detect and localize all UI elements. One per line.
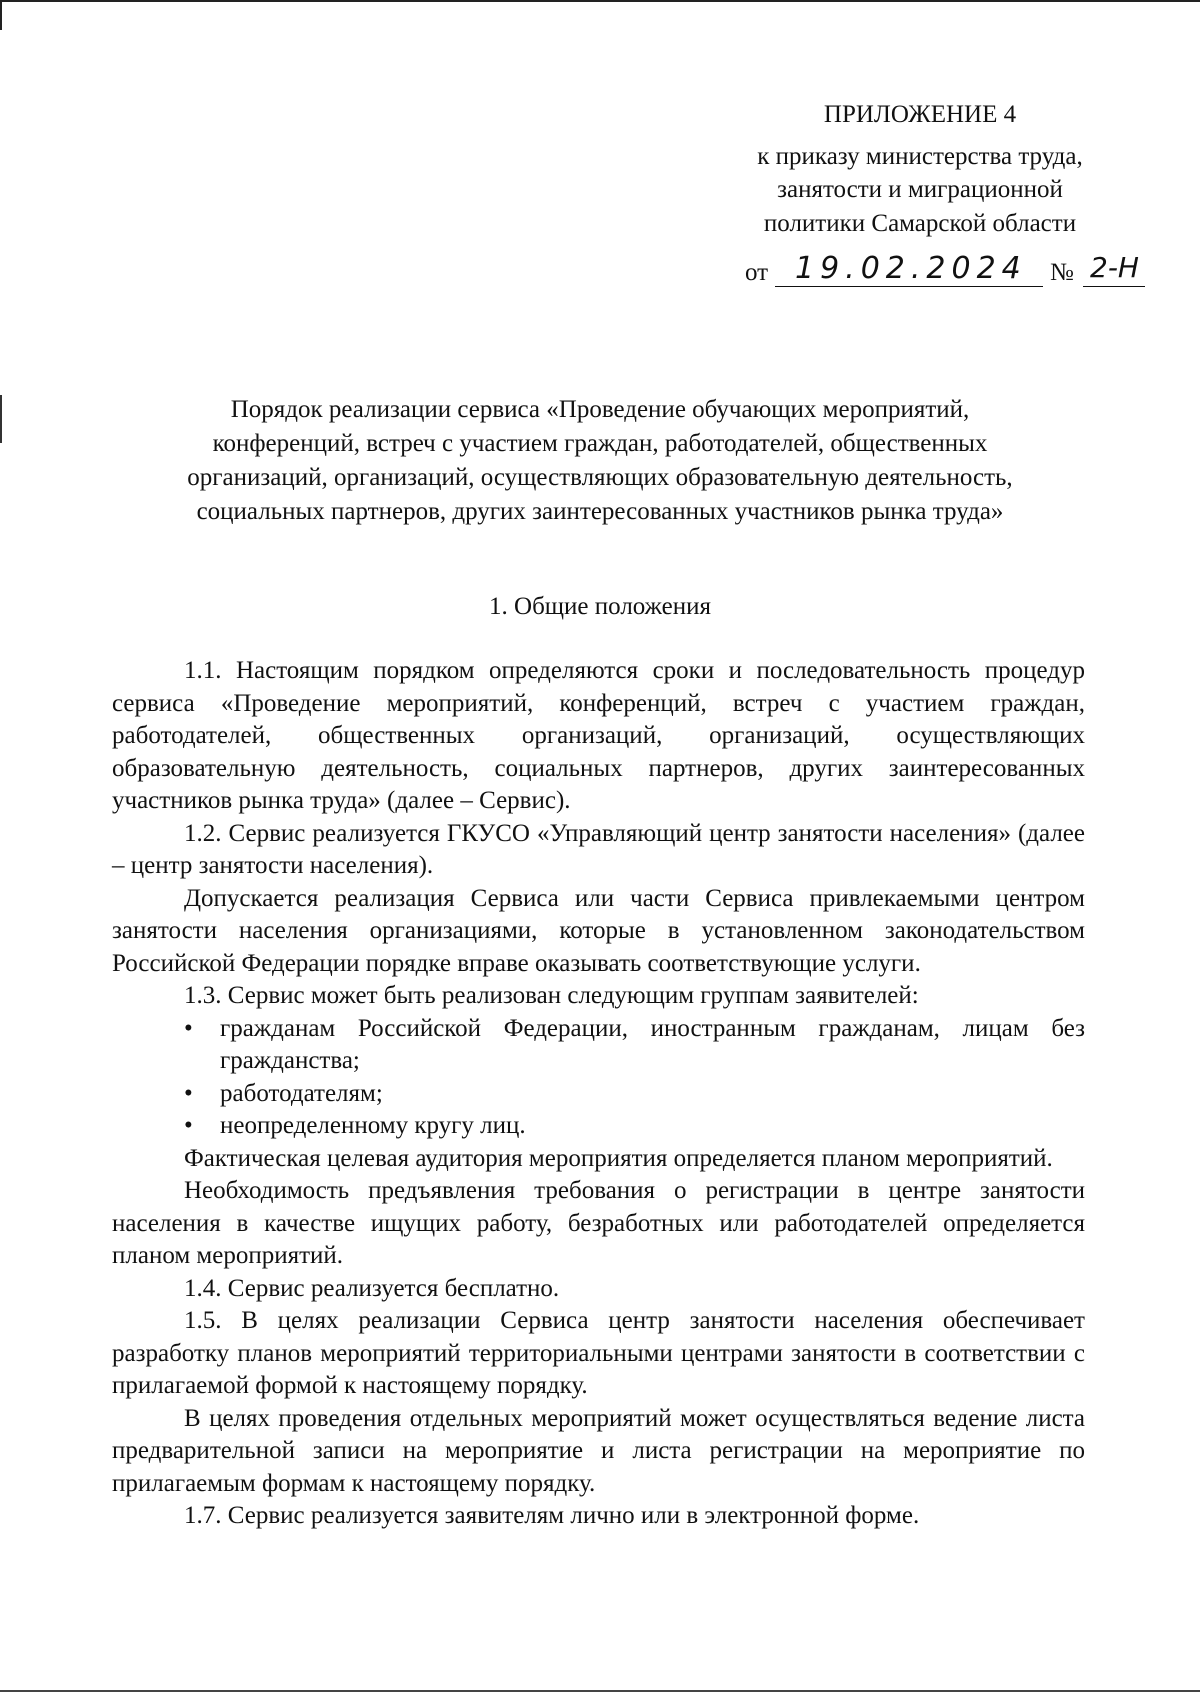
document-title: [110, 393, 1090, 529]
bullet-icon: •: [184, 1014, 193, 1042]
bullet-icon: •: [184, 1112, 193, 1139]
order-date-number-line: [745, 253, 1145, 293]
date-prefix: от: [745, 259, 769, 286]
list-item-text: работодателям;: [220, 1079, 383, 1107]
number-prefix: №: [1050, 259, 1074, 286]
applicant-groups-list: [112, 1013, 1085, 1143]
title-line: организаций, организаций, осуществляющих образовательную деятельность,: [187, 464, 1013, 491]
paragraph-allowance: Допускается реализация Сервиса или части Сервиса привлекаемыми центром занятости населения организациями, которые в установленном законодательством Российской Федерации порядке вправе оказывать соответствующие услуги.: [112, 884, 1085, 977]
document-body: [112, 655, 1085, 1533]
attachment-title: ПРИЛОЖЕНИЕ 4: [823, 101, 1017, 128]
paragraph-1-1: 1.1. Настоящим порядком определяются сроки и последовательность процедур сервиса «Проведение мероприятий, конференций, встреч с участием граждан, работодателей, общественных организаций, организаций, осуществляющих образовательную деятельность, социальных партнеров, других заинтересованных участников рынка труда» (далее – Сервис).: [112, 657, 1085, 814]
attachment-order-line-2: занятости и миграционной: [777, 176, 1063, 203]
handwritten-date: 19.02.2024: [795, 251, 1027, 286]
scan-border-left: [0, 0, 2, 30]
scan-mark-left: [0, 395, 2, 443]
bullet-icon: •: [184, 1079, 193, 1107]
scan-border-top: [0, 0, 1200, 2]
section-heading: 1. Общие положения: [489, 593, 711, 620]
list-item-text: неопределенному кругу лиц.: [220, 1112, 526, 1139]
list-item: [112, 1078, 1085, 1111]
title-line: конференций, встреч с участием граждан, работодателей, общественных: [212, 430, 988, 457]
paragraph-1-3: 1.3. Сервис может быть реализован следующим группам заявителей:: [184, 982, 919, 1009]
paragraph-1-7: 1.7. Сервис реализуется заявителям лично или в электронной форме.: [184, 1502, 920, 1529]
title-line: социальных партнеров, других заинтересованных участников рынка труда»: [196, 498, 1004, 525]
paragraph-audience: Фактическая целевая аудитория мероприятия определяется планом мероприятий.: [184, 1144, 1053, 1172]
paragraph-1-4: 1.4. Сервис реализуется бесплатно.: [184, 1274, 560, 1302]
handwritten-number: 2-Н: [1090, 251, 1139, 284]
attachment-order-line-1: к приказу министерства труда,: [757, 143, 1083, 170]
number-underline: [1083, 286, 1145, 287]
paragraph-1-2: 1.2. Сервис реализуется ГКУСО «Управляющий центр занятости населения» (далее – центр занятости населения).: [112, 819, 1085, 879]
list-item: [112, 1013, 1085, 1078]
list-item: [112, 1110, 1085, 1143]
date-underline: [775, 286, 1043, 287]
title-line: Порядок реализации сервиса «Проведение обучающих мероприятий,: [230, 396, 970, 423]
list-item-text: гражданам Российской Федерации, иностранным гражданам, лицам без гражданства;: [220, 1014, 1085, 1074]
paragraph-pre-registration: В целях проведения отдельных мероприятий может осуществляться ведение листа предварительной записи на мероприятие и листа регистрации на мероприятие по прилагаемым формам к настоящему порядку.: [112, 1404, 1085, 1497]
paragraph-1-5: 1.5. В целях реализации Сервиса центр занятости населения обеспечивает разработку планов мероприятий территориальными центрами занятости в соответствии с прилагаемой формой к настоящему порядку.: [112, 1307, 1085, 1399]
paragraph-registration: Необходимость предъявления требования о регистрации в центре занятости населения в качестве ищущих работу, безработных или работодателей определяется планом мероприятий.: [112, 1177, 1085, 1269]
scan-border-bottom: [0, 1690, 1200, 1692]
attachment-order-line-3: политики Самарской области: [763, 210, 1077, 237]
